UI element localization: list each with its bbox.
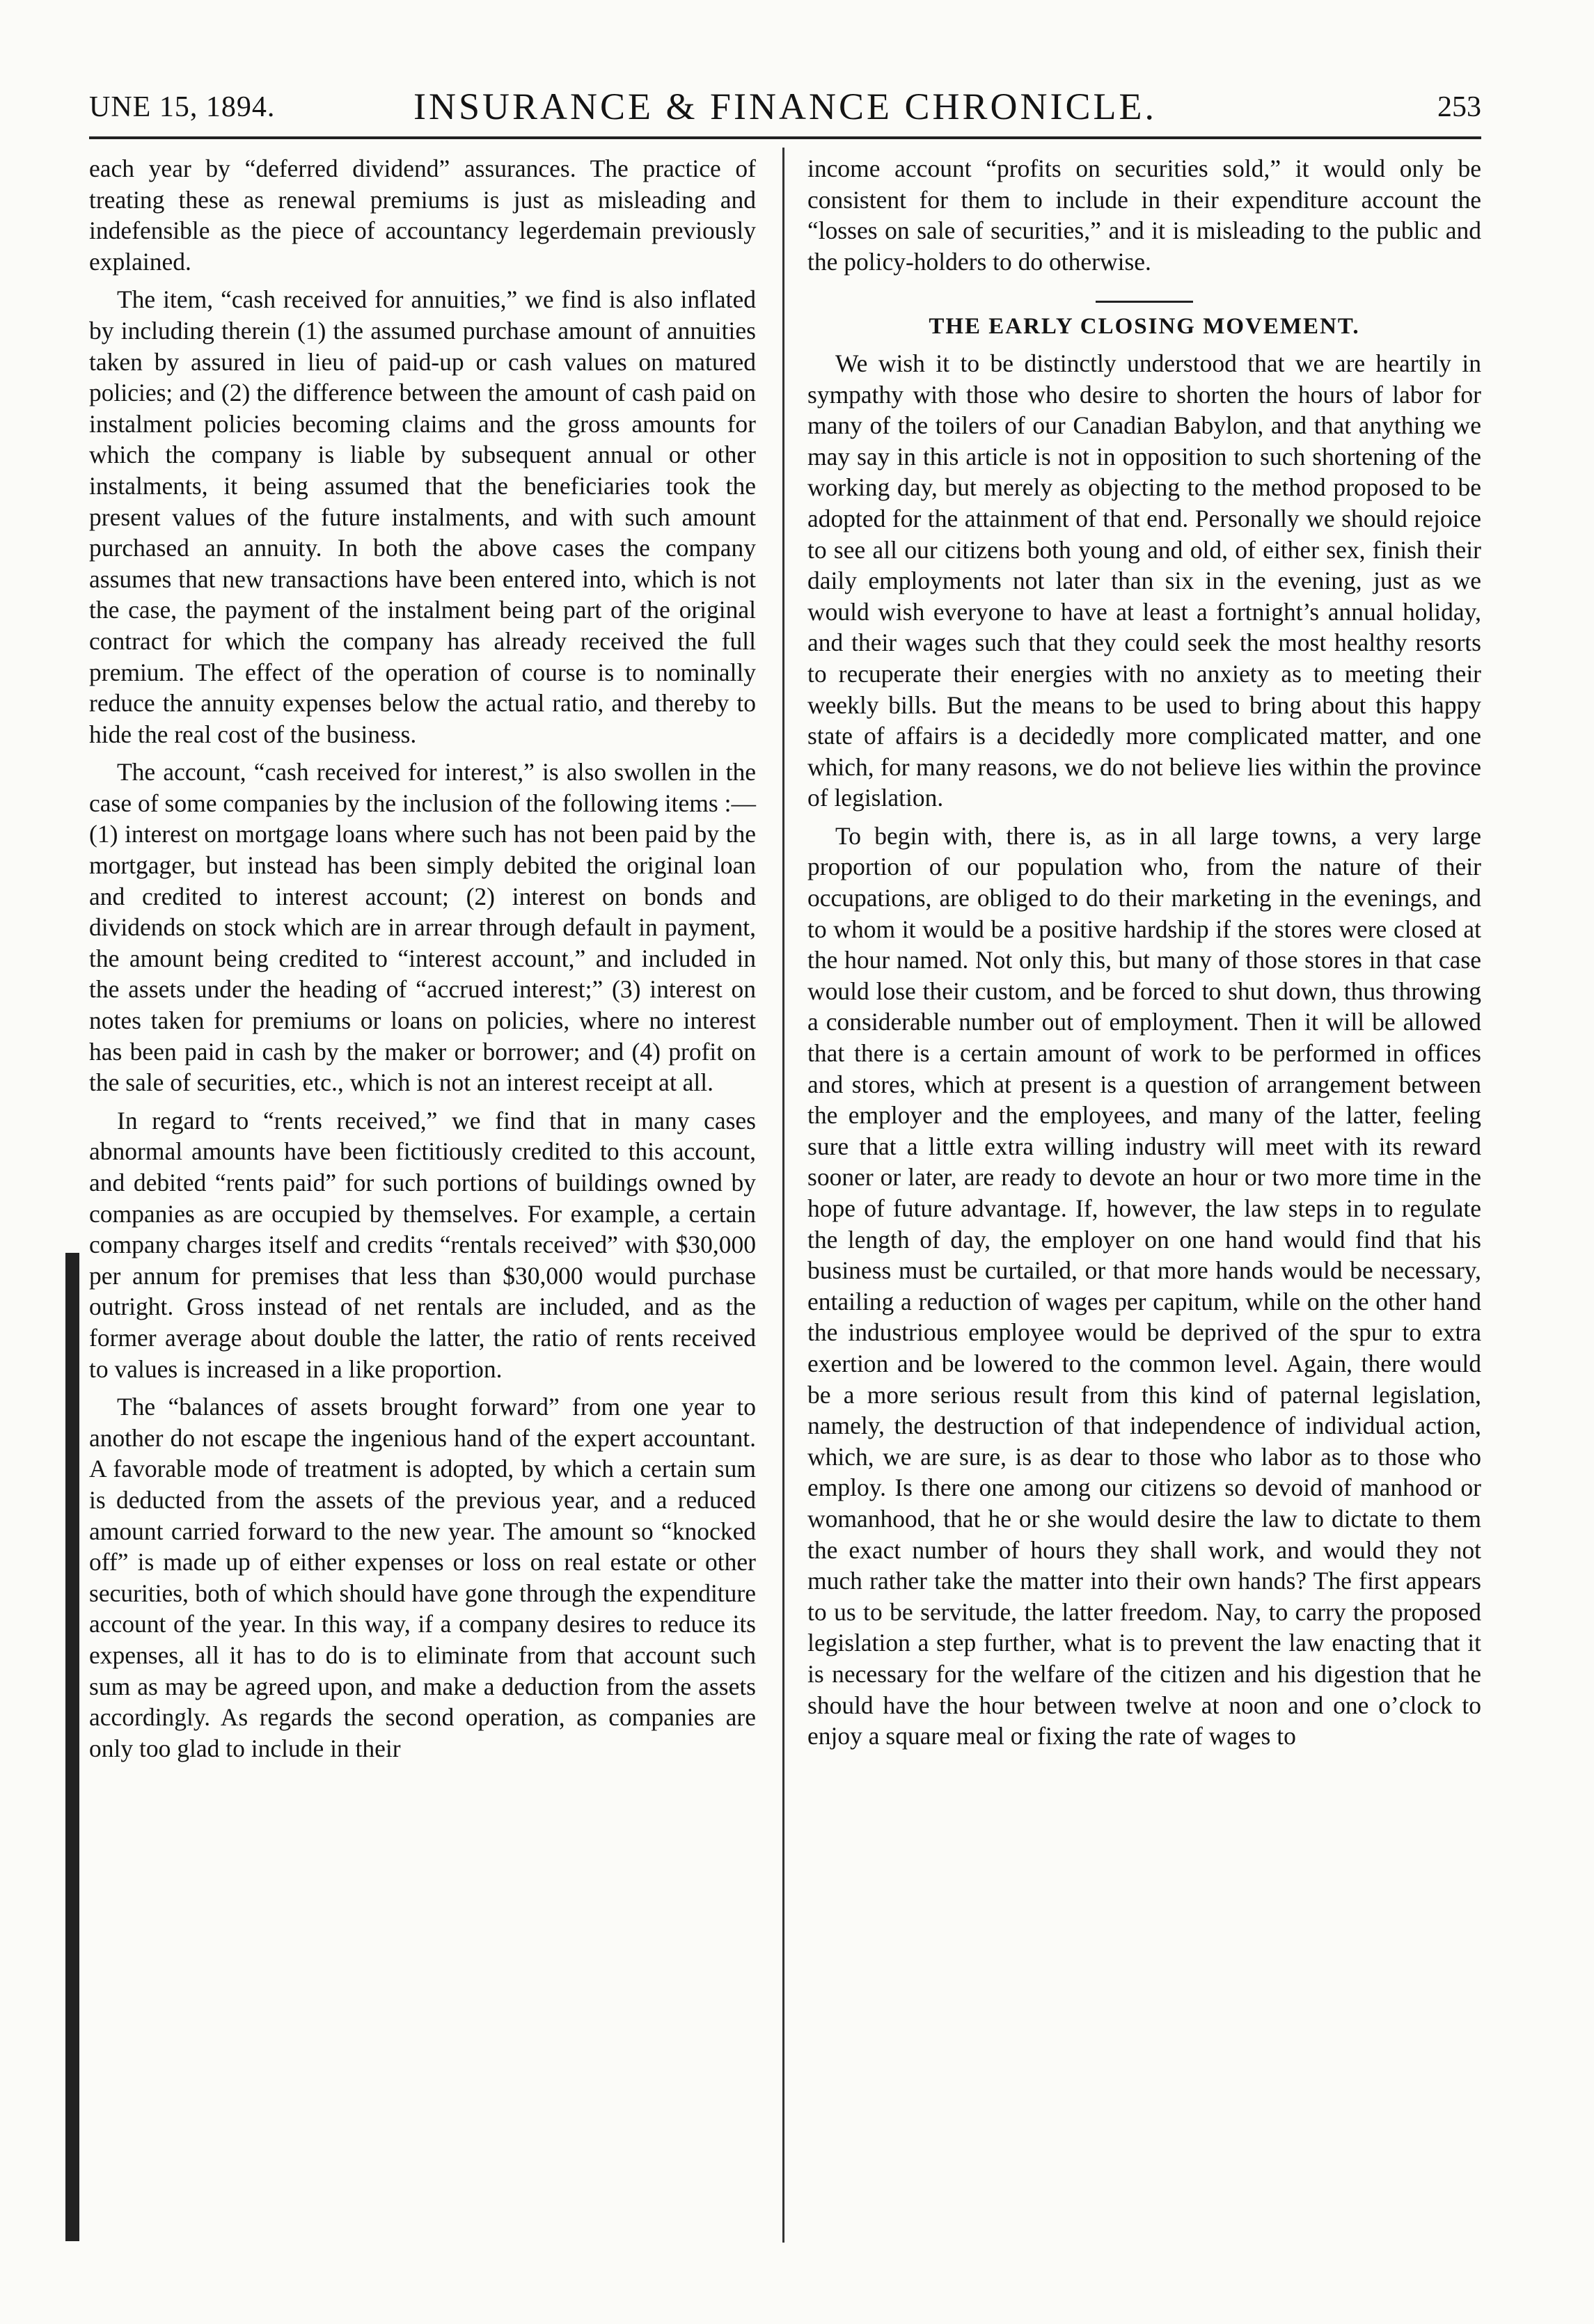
paragraph: The account, “cash received for interest,” is also swollen in the case of some companies by the inclusion of the following items :—(1) interest on mortgage loans where such has not been paid by the mortgager, but instead has been simply debited the original loan and credited to interest account; (2) interest on bonds and dividends on stock which are in arrear through default in payment, the amount being credited to “interest account,” and included in the assets under the heading of “accrued interest;” (3) interest on notes taken for premiums or loans on policies, where no interest has been paid in cash by the maker or borrower; and (4) profit on the sale of securities, etc., which is not an interest receipt at all. [89,758,756,1097]
issue-date: UNE 15, 1894. [89,91,276,123]
article-heading: THE EARLY CLOSING MOVEMENT. [929,314,1360,340]
publication-title: INSURANCE & FINANCE CHRONICLE. [413,86,1158,127]
section-rule [1096,301,1193,303]
right-column [807,153,1481,1759]
header-rule [89,136,1481,139]
left-column [89,153,756,1771]
paragraph: income account “profits on securities sold,” it would only be consistent for them to include in their expenditure account the “losses on sale of securities,” and it is misleading to the public and the policy-holders to do otherwise. [807,155,1481,276]
page-header [89,82,1481,134]
paragraph: The item, “cash received for annuities,” we find is also inflated by including therein (1) the assumed purchase amount of annuities taken by assured in lieu of paid-up or cash values on matured policies; and (2) the difference between the amount of cash paid on instalment policies becoming claims and the gross amounts for which the company is liable by subsequent annual or other instalments, it being assumed that the beneficiaries took the present values of the future instalments, and with such amount purchased an annuity. In both the above cases the company assumes that new transactions have been entered into, which is not the case, the payment of the instalment being part of the original contract for which the company has already received the full premium. The effect of the operation of course is to nominally reduce the annuity expenses below the actual ratio, and thereby to hide the real cost of the business. [89,285,756,748]
column-divider [782,148,784,2243]
paragraph: each year by “deferred dividend” assurances. The practice of treating these as renewal premiums is just as misleading and indefensible as the piece of accountancy legerdemain previously explained. [89,155,756,276]
paragraph: To begin with, there is, as in all large towns, a very large proportion of our population who, from the nature of their occupations, are obliged to do their marketing in the evenings, and to whom it would be a positive hardship if the stores were closed at the hour named. Not only this, but many of those stores in that case would lose their custom, and be forced to shut down, thus throwing a considerable number out of employment. Then it will be allowed that there is a certain amount of work to be performed in offices and stores, which at present is a question of arrangement between the employer and the employees, and many of the latter, feeling sure that a little extra willing industry will meet with its reward sooner or later, are ready to devote an hour or two more time in the hope of future advantage. If, however, the law steps in to regulate the length of day, the employer on one hand would find that his business must be curtailed, or that more hands would be necessary, entailing a reduction of wages per capitum, while on the other hand the industrious employee would be deprived of the spur to extra exertion and be lowered to the common level. Again, there would be a more serious result from this kind of paternal legislation, namely, the destruction of that independence of individual action, which, we are sure, is as dear to those who labor as to those who employ. Is there one among our citizens so devoid of manhood or womanhood, that he or she would desire the law to dictate to them the exact number of hours they shall work, and would they not much rather take the matter into their own hands? The first appears to us to be servitude, the latter freedom. Nay, to carry the proposed legislation a step further, what is to prevent the law enacting that it is necessary for the welfare of the citizen and his digestion that he should have the hour between twelve at noon and one o’clock to enjoy a square meal or fixing the rate of wages to [807,821,1481,1750]
page-number: 253 [1437,91,1481,123]
binding-edge-mark [65,1253,79,2241]
paragraph: The “balances of assets brought forward” from one year to another do not escape the ingenious hand of the expert accountant. A favorable mode of treatment is adopted, by which a certain sum is deducted from the assets of the previous year, and a reduced amount carried forward to the new year. The amount so “knocked off” is made up of either expenses or loss on real estate or other securities, both of which should have gone through the expenditure account of the year. In this way, if a company desires to reduce its expenses, all it has to do is to eliminate from that account such sum as may be agreed upon, and make a deduction from the assets accordingly. As regards the second operation, as companies are only too glad to include in their [89,1393,756,1762]
paragraph: We wish it to be distinctly understood that we are heartily in sympathy with those who desire to shorten the hours of labor for many of the toilers of our Canadian Babylon, and that anything we may say in this article is not in opposition to such shortening of the working day, but merely as objecting to the method proposed to be adopted for the attainment of that end. Personally we should rejoice to see all our citizens both young and old, of either sex, finish their daily employments not later than six in the evening, just as we would wish everyone to have at least a fortnight’s annual holiday, and their wages such that they could seek the most healthy resorts to recuperate their energies with no anxiety as to meeting their weekly bills. But the means to be used to bring about this happy state of affairs is a decidedly more complicated matter, and one which, for many reasons, we do not believe lies within the province of legislation. [807,349,1481,812]
paragraph: In regard to “rents received,” we find that in many cases abnormal amounts have been fictitiously credited to this account, and debited “rents paid” for such portions of buildings owned by companies as are occupied by themselves. For example, a certain company charges itself and credits “rentals received” with $30,000 per annum for premises that less than $30,000 would purchase outright. Gross instead of net rentals are included, and as the former average about double the latter, the ratio of rents received to values is increased in a like proportion. [89,1106,756,1383]
